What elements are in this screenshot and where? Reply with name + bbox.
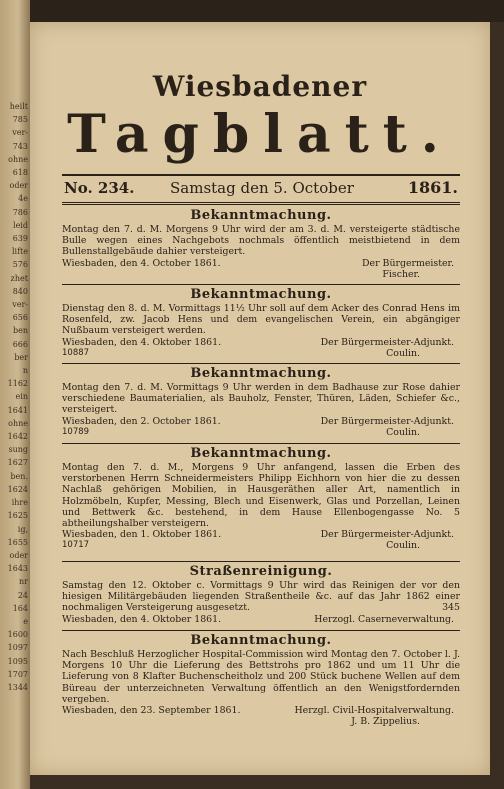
notice-signature-name-row [62,540,460,551]
notice-place-date: Wiesbaden, den 2. October 1861. [62,415,221,427]
notice-signature [62,705,460,716]
notice-signature-name-row [62,716,460,727]
adjacent-page-fragment: 1344 [7,682,28,692]
adjacent-page-fragment: 1707 [7,669,28,679]
notice-authority: Herzgl. Civil-Hospitalverwaltung. [294,705,454,717]
adjacent-page-fragment: 1097 [7,643,28,653]
notice-title: Straßenreinigung. [189,564,333,579]
adjacent-page-fragment: lifte [11,247,28,257]
adjacent-page-fragment: heilt [9,102,28,111]
notice-authority: Herzogl. Caserneverwaltung. [314,613,454,625]
adjacent-page-fragment: ver- [12,128,28,138]
divider [62,363,460,364]
notice-signatory: Coulin. [386,540,420,552]
adjacent-page-fragment: 1624 [7,484,28,494]
notice-baumaterialien [62,366,460,438]
adjacent-page-fragment: ben [12,326,28,336]
divider [62,284,460,285]
adjacent-page-fragment: ohne [8,154,28,164]
notice-signatory: Fischer. [382,268,420,280]
issue-date: Samstag den 5. October [170,179,354,197]
adjacent-page-fragment: oder [9,550,28,560]
notice-body-text: Samstag den 12. Oktober c. Vormittags 9 Uhr wird das Reinigen der vor den hiesigen Militärgebäuden liegenden Straßentheile &c. auf das Jahr 1862 einer nochmaligen Versteigerung ausgesetzt. [62,580,460,614]
notice-authority: Der Bürgermeister. [362,257,454,269]
adjacent-page-fragment: oder [9,181,28,191]
adjacent-page-fragment: 1643 [7,564,28,574]
notice-body: Nach Beschluß Herzoglicher Hospital-Commission wird Montag den 7. October l. J. Morgens 10 Uhr die Lieferung des Bettstrohs pro 1862 und um 11 Uhr die Lieferung von 8 Klafter Buchenscheitholz und 200 Stück buchene Wellen auf dem Büreau der unterzeichneten Verwaltung öffentlich an den Wenigstfordernden vergeben. [62,649,460,705]
adjacent-page-fragment: ver- [12,300,28,310]
notice-signature [62,614,460,625]
adjacent-page-fragment: 1641 [7,405,28,415]
divider [62,630,460,631]
adjacent-page-fragment: 576 [12,260,28,270]
adjacent-page-fragment: 1162 [7,379,28,389]
adjacent-page-fragment: 840 [12,286,28,296]
adjacent-page-fragment: nr [19,577,28,587]
divider [62,561,460,562]
adjacent-page-fragment: 1095 [7,656,28,666]
notice-signature [62,337,460,348]
adjacent-page-fragment: zhet [10,273,28,283]
adjacent-page-fragment: 1625 [7,511,28,521]
notice-signature [62,529,460,540]
adjacent-page-fragment: 1600 [7,630,28,640]
divider [62,443,460,444]
notice-signatory: Coulin. [386,347,420,359]
adjacent-page-fragment: 1642 [7,432,28,442]
notice-place-date: Wiesbaden, den 1. Oktober 1861. [62,529,222,541]
notice-number: 10887 [62,347,90,358]
adjacent-page-fragment: ohne [8,418,28,428]
notice-authority: Der Bürgermeister-Adjunkt. [320,336,454,348]
adjacent-page-fragment: ein [15,392,28,402]
notice-body [62,580,460,614]
adjacent-page-fragment: 786 [12,207,28,217]
issue-line [62,174,460,205]
notice-body: Dienstag den 8. d. M. Vormittags 11½ Uhr soll auf dem Acker des Conrad Hens im Rosenfeld, zw. Jacob Hens und dem evangelischen Verein, ein abgängiger Nußbaum versteigert werden. [62,303,460,337]
binding-shadow [30,0,504,22]
masthead-title-top: Wiesbadener [152,70,368,103]
adjacent-page-fragment: 618 [12,168,28,178]
notice-number: 10789 [62,426,90,437]
adjacent-page-fragment: 164 [12,603,28,613]
issue-number: No. 234. [64,179,135,197]
adjacent-page-fragment: 24 [17,590,28,600]
notice-body: Montag den 7. d. M. Morgens 9 Uhr wird der am 3. d. M. versteigerte städtische Bulle wegen eines Nachgebots nochmals öffentlich meistbietend in dem Bullenstallgebäude dahier versteigert. [62,224,460,258]
notice-signature-name-row [62,427,460,438]
adjacent-page-text [2,100,28,694]
notice-body: Montag den 7. d. M., Morgens 9 Uhr anfangend, lassen die Erben des verstorbenen Herrn Schneidermeisters Philipp Eichhorn von hier die zu dessen Nachlaß gehörigen Mobilien, in Hausgeräthen aller Art, namentlich in Holzmöbeln, Kupfer, Messing, Blech und Eisenwerk, Glas und Porzellan, Leinen und Bettwerk &c. bestehend, in dem Hause Ellenbogengasse No. 5 abtheilungshalber versteigern. [62,462,460,530]
adjacent-page-fragment: ihre [11,498,28,508]
notice-hospital [62,633,460,727]
notice-authority: Der Bürgermeister-Adjunkt. [320,415,454,427]
adjacent-page-fragment: 666 [12,339,28,349]
notice-eichhorn [62,446,460,552]
notice-title: Bekanntmachung. [190,287,332,302]
notice-strassenreinigung [62,564,460,625]
notice-signature-name-row [62,348,460,359]
adjacent-page-fragment: ber [14,352,28,362]
adjacent-page-fragment: e [23,616,28,626]
adjacent-page-fragment: n [22,366,28,376]
adjacent-page-fragment: 656 [12,313,28,323]
notice-bulle [62,208,460,280]
issue-year: 1861. [407,178,458,197]
adjacent-page-edge [0,0,30,789]
notice-title: Bekanntmachung. [190,366,332,381]
newspaper-page [30,22,490,775]
adjacent-page-fragment: 1655 [7,537,28,547]
notice-signature [62,416,460,427]
notice-nussbaum [62,287,460,359]
notice-authority: Der Bürgermeister-Adjunkt. [320,529,454,541]
adjacent-page-fragment: ig, [17,524,28,534]
notice-place-date: Wiesbaden, den 4. Oktober 1861. [62,336,222,348]
notice-signature [62,258,460,269]
notice-place-date: Wiesbaden, den 4. Oktober 1861. [62,613,222,625]
notice-title: Bekanntmachung. [190,446,332,461]
notice-signature-name-row [62,269,460,280]
notice-body: Montag den 7. d. M. Vormittags 9 Uhr werden in dem Badhause zur Rose dahier verschiedene Baumaterialien, als Bauholz, Fenster, Thüren, Läden, Schiefer &c., versteigert. [62,382,460,416]
adjacent-page-fragment: ben. [10,471,28,481]
adjacent-page-fragment: 639 [12,234,28,244]
notice-title: Bekanntmachung. [190,633,332,648]
adjacent-page-fragment: sung [8,445,28,455]
notice-signatory: Coulin. [386,426,420,438]
notice-title: Bekanntmachung. [190,208,332,223]
adjacent-page-fragment: 1627 [7,458,28,468]
adjacent-page-fragment: leid [13,220,28,230]
notice-place-date: Wiesbaden, den 23. September 1861. [62,705,241,717]
notice-place-date: Wiesbaden, den 4. October 1861. [62,257,221,269]
notice-signatory: J. B. Zippelius. [351,716,420,728]
notice-number: 345 [442,602,460,614]
adjacent-page-fragment: 743 [12,141,28,151]
masthead-title-main: Tagblatt. [67,104,453,165]
notice-number: 10717 [62,540,90,551]
adjacent-page-fragment: 4e [18,194,28,204]
adjacent-page-fragment: 785 [12,115,28,125]
